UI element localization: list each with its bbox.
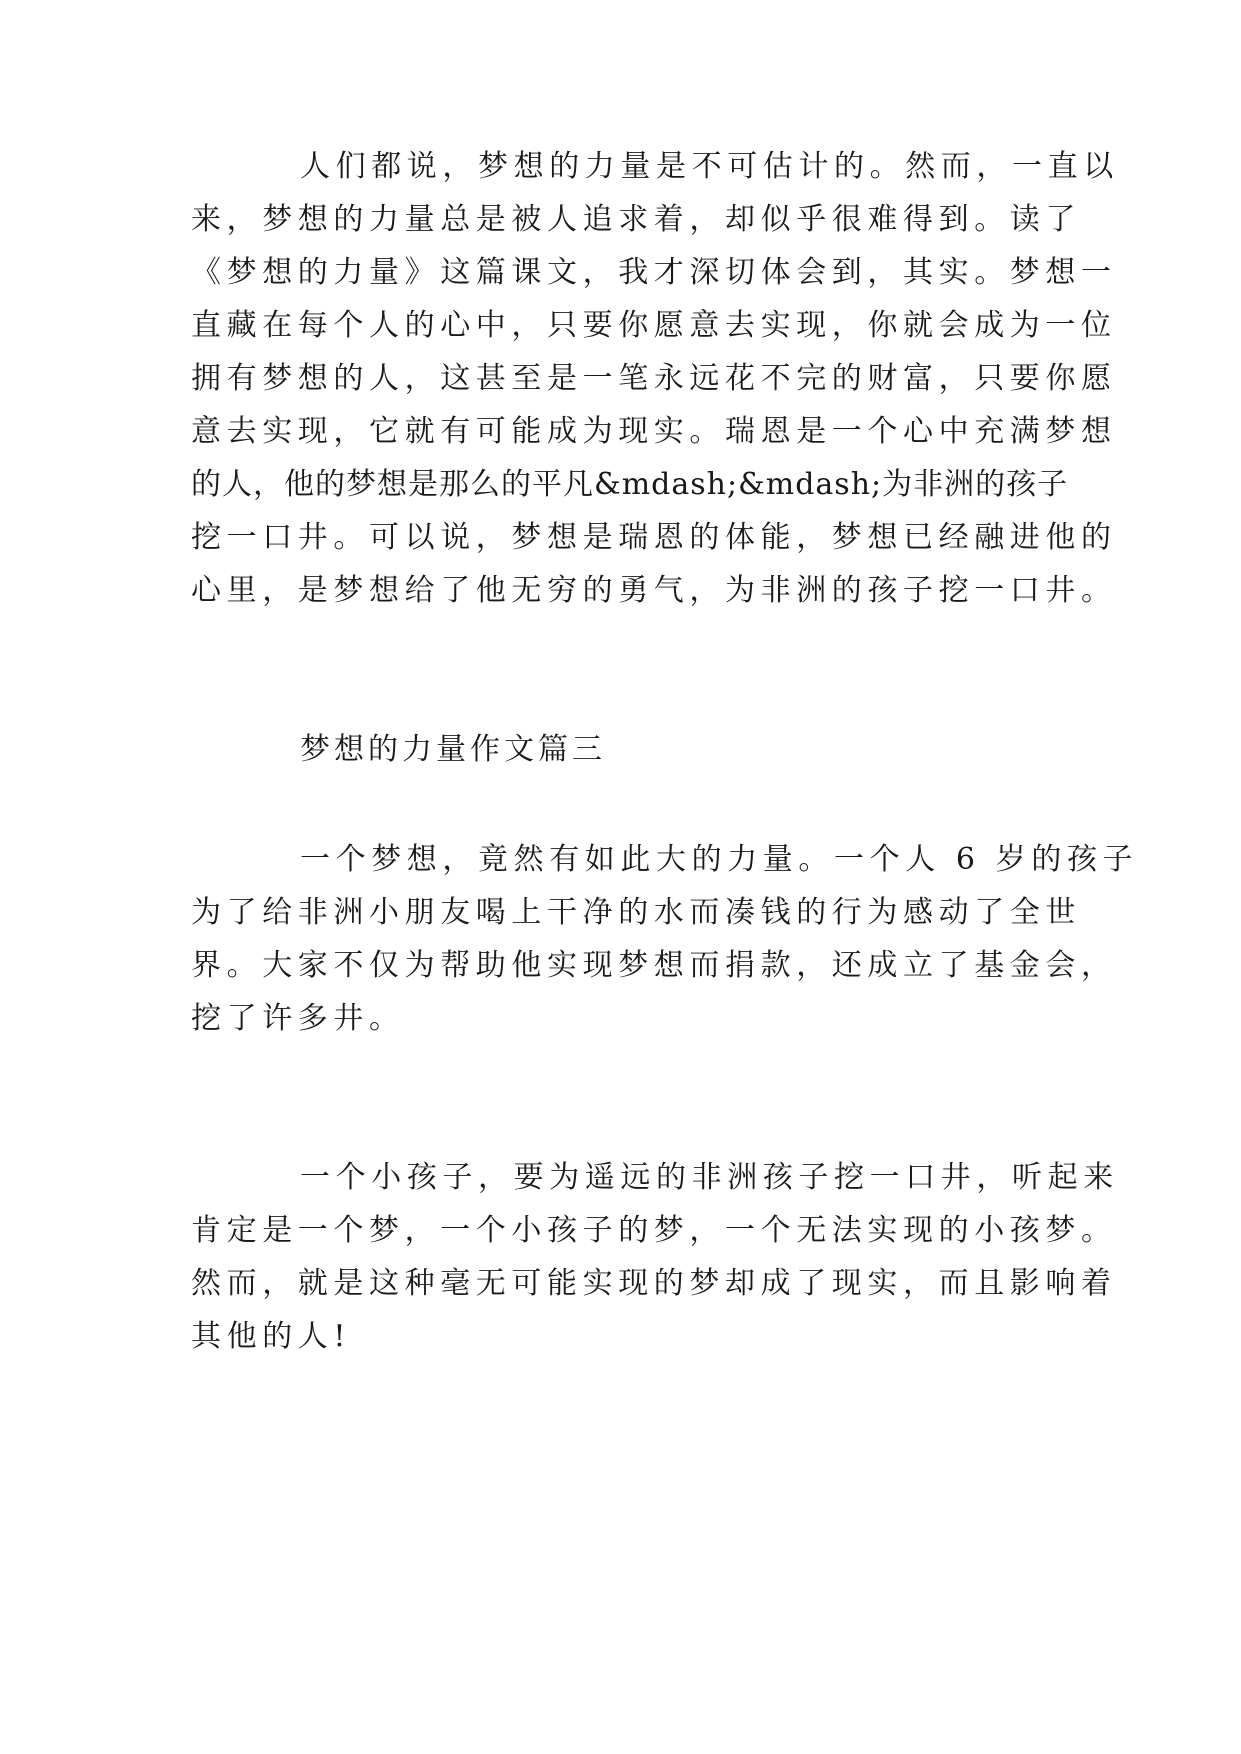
paragraph-line: 挖一口井。可以说，梦想是瑞恩的体能，梦想已经融进他的 <box>191 520 1117 555</box>
paragraph-line: 然而，就是这种毫无可能实现的梦却成了现实，而且影响着 <box>191 1266 1117 1301</box>
paragraph-line: 为了给非洲小朋友喝上干净的水而凑钱的行为感动了全世 <box>191 895 1081 930</box>
paragraph-line: 界。大家不仅为帮助他实现梦想而捐款，还成立了基金会， <box>191 948 1117 983</box>
paragraph-line: 《梦想的力量》这篇课文，我才深切体会到，其实。梦想一 <box>191 255 1117 290</box>
paragraph-line: 其他的人! <box>191 1319 352 1354</box>
paragraph-line: 意去实现，它就有可能成为现实。瑞恩是一个心中充满梦想 <box>191 414 1117 449</box>
paragraph-line: 的人，他的梦想是那么的平凡&mdash;&mdash;为非洲的孩子 <box>191 467 1069 502</box>
paragraph-line: 人们都说，梦想的力量是不可估计的。然而，一直以 <box>300 149 1119 184</box>
paragraph-line: 一个梦想，竟然有如此大的力量。一个人 6 岁的孩子 <box>300 842 1139 877</box>
paragraph-line: 挖了许多井。 <box>191 1001 405 1036</box>
paragraph-line: 肯定是一个梦，一个小孩子的梦，一个无法实现的小孩梦。 <box>191 1213 1117 1248</box>
paragraph-line: 拥有梦想的人，这甚至是一笔永远花不完的财富，只要你愿 <box>191 361 1117 396</box>
section-heading: 梦想的力量作文篇三 <box>300 732 606 767</box>
paragraph-line: 心里，是梦想给了他无穷的勇气，为非洲的孩子挖一口井。 <box>191 573 1117 608</box>
paragraph-line: 一个小孩子，要为遥远的非洲孩子挖一口井，听起来 <box>300 1160 1119 1195</box>
paragraph-line: 直藏在每个人的心中，只要你愿意去实现，你就会成为一位 <box>191 308 1117 343</box>
paragraph-line: 来，梦想的力量总是被人追求着，却似乎很难得到。读了 <box>191 202 1081 237</box>
